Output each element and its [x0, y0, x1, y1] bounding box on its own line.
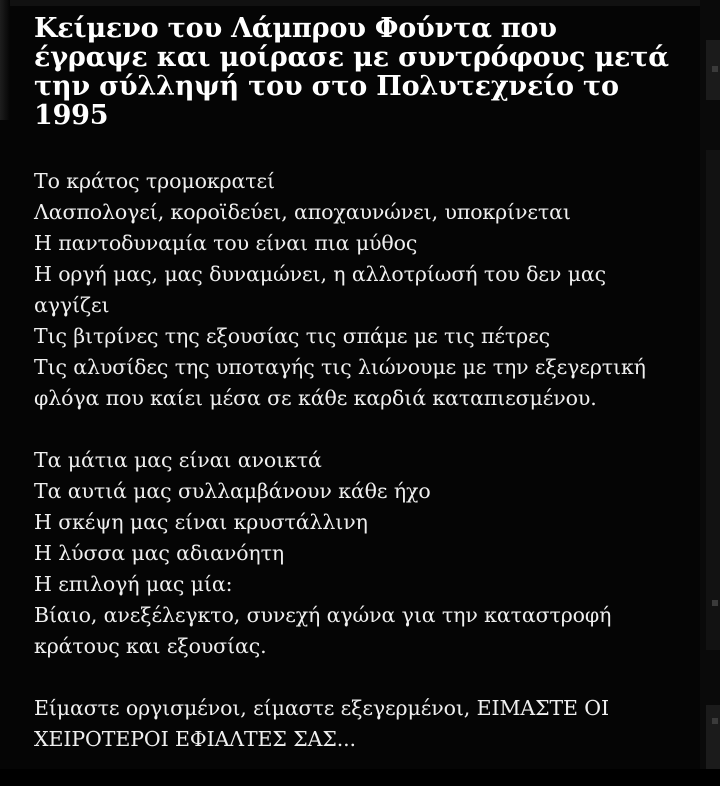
poem-line: Τις βιτρίνες της εξουσίας τις σπάμε με τις πέτρες: [34, 324, 550, 348]
sidebar-tick: [712, 718, 718, 724]
left-edge-shadow: [0, 0, 10, 120]
poem-line: Η παντοδυναμία του είναι πια μύθος: [34, 231, 418, 255]
sidebar-tick: [712, 600, 718, 606]
poem-line: Τα μάτια μας είναι ανοικτά: [34, 448, 322, 472]
stanza-2: [34, 445, 684, 662]
poem-line: Βίαιο, ανεξέλεγκτο, συνεχή αγώνα για την καταστροφή κράτους και εξουσίας.: [34, 603, 612, 658]
poem-line: Η επιλογή μας μία:: [34, 572, 233, 596]
stanza-3: [34, 693, 684, 755]
sidebar-block: [706, 705, 720, 769]
poem-body: [34, 166, 684, 786]
sidebar-tick: [712, 66, 718, 72]
stanza-1: [34, 166, 684, 414]
poem-line: Είμαστε οργισμένοι, είμαστε εξεγερμένοι, ΕΙΜΑΣΤΕ ΟΙ ΧΕΙΡΟΤΕΡΟΙ ΕΦΙΑΛΤΕΣ ΣΑΣ...: [34, 696, 610, 751]
sidebar-block: [706, 150, 720, 650]
poem-line: Τις αλυσίδες της υποταγής τις λιώνουμε με την εξεγερτική φλόγα που καίει μέσα σε κάθε καρδιά καταπιεσμένου.: [34, 355, 646, 410]
article-title: Κείμενο του Λάμπρου Φούντα που έγραψε και μοίρασε με συντρόφους μετά την σύλληψή του στο Πολυτεχνείο το 1995: [34, 13, 669, 131]
poem-line: Τα αυτιά μας συλλαμβάνουν κάθε ήχο: [34, 479, 431, 503]
poem-line: Το κράτος τρομοκρατεί: [34, 169, 275, 193]
poem-line: Η λύσσα μας αδιανόητη: [34, 541, 285, 565]
poem-line: Η σκέψη μας είναι κρυστάλλινη: [34, 510, 368, 534]
top-edge: [0, 0, 700, 6]
poem-line: Η οργή μας, μας δυναμώνει, η αλλοτρίωσή του δεν μας αγγίζει: [34, 262, 607, 317]
poem-line: Λασπολογεί, κοροϊδεύει, αποχαυνώνει, υποκρίνεται: [34, 200, 571, 224]
